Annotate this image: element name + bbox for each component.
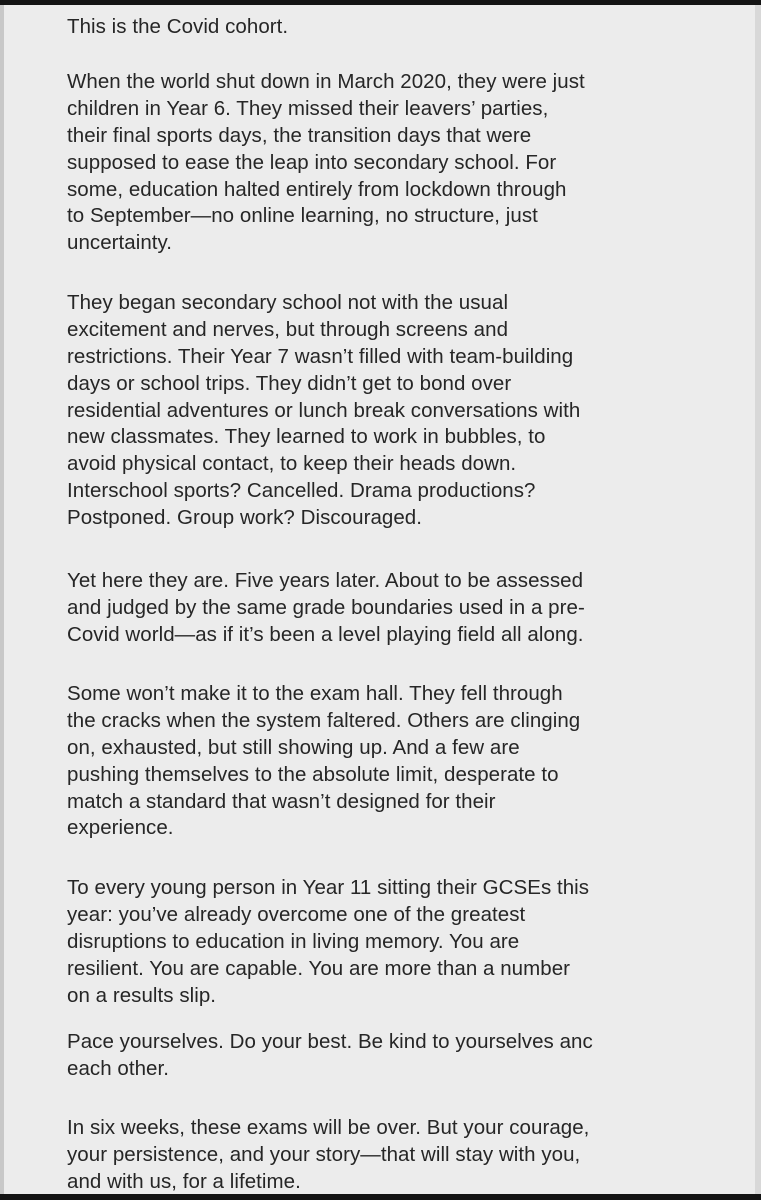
paragraph-closing xyxy=(67,1115,707,1196)
text-line: children in Year 6. They missed their leavers’ parties, xyxy=(67,96,549,120)
paragraph-year-11 xyxy=(67,875,707,1009)
text-line: Yet here they are. Five years later. About to be assessed xyxy=(67,569,584,592)
text-line: They began secondary school not with the usual xyxy=(67,291,509,314)
text-line: to September—no online learning, no structure, just xyxy=(67,204,538,228)
text-line: To every young person in Year 11 sitting their GCSEs this xyxy=(67,876,590,899)
paragraph-secondary-school xyxy=(67,290,707,532)
text-line: some, education halted entirely from lockdown through xyxy=(67,177,567,201)
text-line: Postponed. Group work? Discouraged. xyxy=(67,506,423,530)
text-line: year: you’ve already overcome one of the greatest xyxy=(67,902,526,926)
right-edge xyxy=(755,5,761,1194)
text-line: days or school trips. They didn’t get to bond over xyxy=(67,371,512,395)
text-line: Interschool sports? Cancelled. Drama productions? xyxy=(67,479,536,503)
paragraph-lockdown xyxy=(67,69,707,257)
text-line: new classmates. They learned to work in bubbles, to xyxy=(67,425,546,449)
text-line: resilient. You are capable. You are more than a number xyxy=(67,956,571,980)
text-line: on, exhausted, but still showing up. And a few are xyxy=(67,735,520,759)
text-line: When the world shut down in March 2020, they were just xyxy=(67,70,585,93)
text-line: the cracks when the system faltered. Others are clinging xyxy=(67,708,581,732)
text-line: Some won’t make it to the exam hall. They fell through xyxy=(67,682,563,705)
text-line: Covid world—as if it’s been a level playing field all along. xyxy=(67,622,584,646)
text-line: restrictions. Their Year 7 wasn’t filled with team-building xyxy=(67,344,574,368)
text-line: and with us, for a lifetime. xyxy=(67,1169,301,1193)
paragraph-exam-hall xyxy=(67,681,707,842)
text-line: match a standard that wasn’t designed for their xyxy=(67,789,496,813)
text-line: each other. xyxy=(67,1056,169,1080)
text-line: This is the Covid cohort. xyxy=(67,15,289,38)
text-line: Pace yourselves. Do your best. Be kind to yourselves anc xyxy=(67,1030,593,1053)
text-line: residential adventures or lunch break conversations with xyxy=(67,398,581,422)
text-line: on a results slip. xyxy=(67,983,217,1007)
text-line: supposed to ease the leap into secondary school. For xyxy=(67,150,557,174)
post-page[interactable] xyxy=(4,5,755,1194)
paragraph-pace-yourselves xyxy=(67,1029,707,1083)
text-line: avoid physical contact, to keep their heads down. xyxy=(67,452,517,476)
paragraph-assessment xyxy=(67,568,707,649)
text-line: their final sports days, the transition days that were xyxy=(67,123,532,147)
text-line: In six weeks, these exams will be over. But your courage, xyxy=(67,1116,590,1139)
text-line: pushing themselves to the absolute limit, desperate to xyxy=(67,762,559,786)
text-line: excitement and nerves, but through screens and xyxy=(67,317,509,341)
paragraph-heading xyxy=(67,14,707,41)
text-line: and judged by the same grade boundaries used in a pre- xyxy=(67,595,585,619)
bottom-border xyxy=(0,1194,761,1200)
text-line: experience. xyxy=(67,816,174,840)
text-line: your persistence, and your story—that will stay with you, xyxy=(67,1142,581,1166)
text-line: uncertainty. xyxy=(67,231,173,255)
text-line: disruptions to education in living memory. You are xyxy=(67,929,520,953)
